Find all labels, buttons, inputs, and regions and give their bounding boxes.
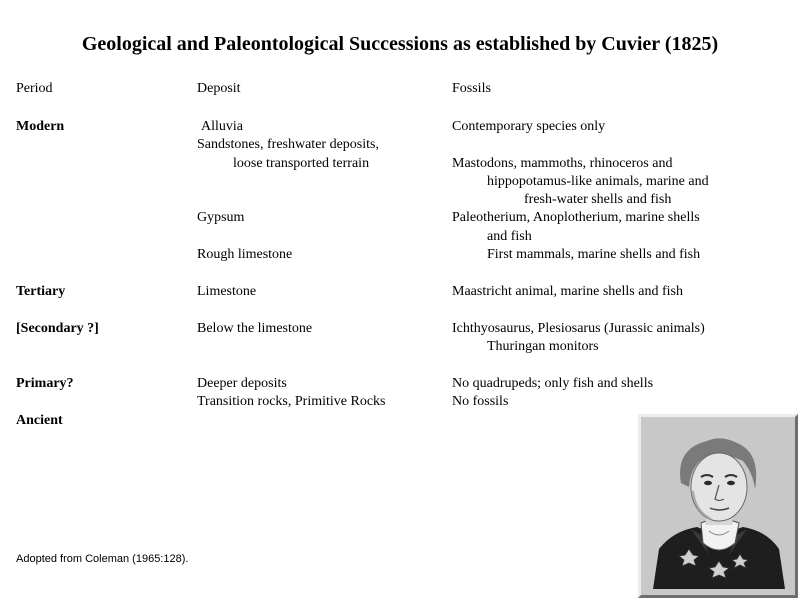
fossil-paleotherium-line2: and fish (487, 229, 532, 244)
deposit-gypsum: Gypsum (197, 210, 245, 225)
period-modern: Modern (16, 119, 65, 134)
deposit-sandstones-line2: loose transported terrain (233, 156, 370, 171)
deposit-below-limestone: Below the limestone (197, 321, 313, 336)
deposit-sandstones-line1: Sandstones, freshwater deposits, (197, 137, 379, 152)
deposit-limestone: Limestone (197, 284, 257, 299)
deposit-deeper: Deeper deposits (197, 376, 287, 391)
cuvier-portrait (651, 431, 787, 589)
fossil-maastricht: Maastricht animal, marine shells and fish (452, 284, 683, 299)
fossil-mastodons-line3: fresh-water shells and fish (524, 192, 672, 207)
deposit-alluvia: Alluvia (201, 119, 243, 134)
fossil-paleotherium-line1: Paleotherium, Anoplotherium, marine shells (452, 210, 700, 225)
header-period: Period (16, 81, 53, 96)
fossil-no-quadrupeds: No quadrupeds; only fish and shells (452, 376, 654, 391)
fossil-mastodons-line1: Mastodons, mammoths, rhinoceros and (452, 156, 673, 171)
period-secondary: [Secondary ?] (16, 321, 99, 336)
deposit-rough-limestone: Rough limestone (197, 247, 293, 262)
fossil-contemporary: Contemporary species only (452, 119, 606, 134)
portrait-frame (638, 414, 798, 598)
period-ancient: Ancient (16, 413, 63, 428)
header-deposit: Deposit (197, 81, 241, 96)
fossil-none: No fossils (452, 394, 509, 409)
fossil-mastodons-line2: hippopotamus-like animals, marine and (487, 174, 709, 189)
page-title: Geological and Paleontological Successions as established by Cuvier (1825) (81, 33, 719, 55)
fossil-ichthyosaurus-line1: Ichthyosaurus, Plesiosarus (Jurassic animals) (452, 321, 705, 336)
period-primary: Primary? (16, 376, 74, 391)
source-credit: Adopted from Coleman (1965:128). (16, 553, 189, 565)
fossil-first-mammals: First mammals, marine shells and fish (487, 247, 701, 262)
header-fossils: Fossils (452, 81, 491, 96)
fossil-ichthyosaurus-line2: Thuringan monitors (487, 339, 599, 354)
period-tertiary: Tertiary (16, 284, 66, 299)
deposit-transition: Transition rocks, Primitive Rocks (197, 394, 386, 409)
